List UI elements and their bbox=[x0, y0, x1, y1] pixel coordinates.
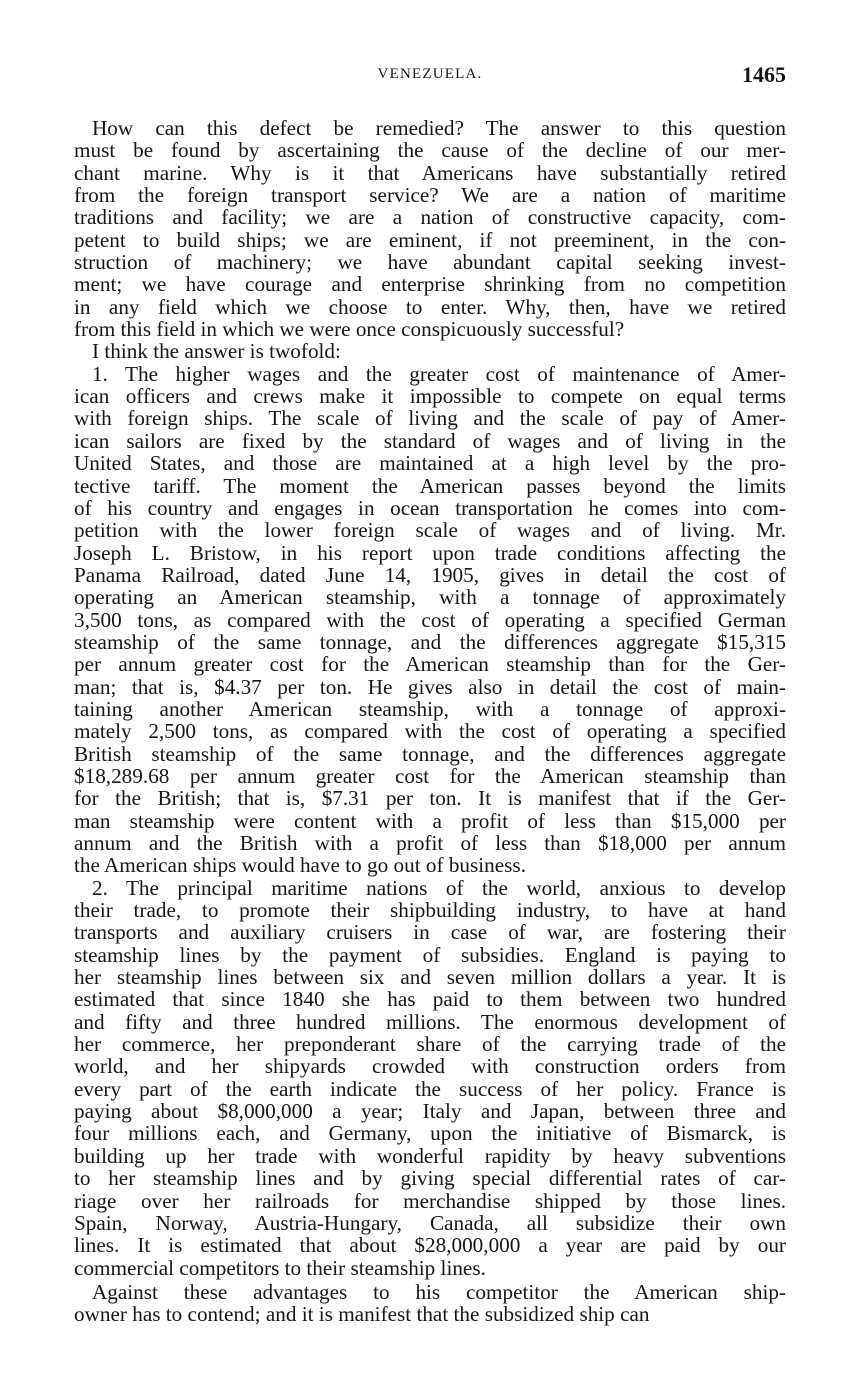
text-line: estimated that since 1840 she has paid to them between two hundred bbox=[74, 987, 786, 1012]
text-line: must be found by ascertaining the cause of the decline of our mer- bbox=[74, 138, 786, 163]
text-line: tective tariff. The moment the American passes beyond the limits bbox=[74, 473, 786, 498]
text-line: petition with the lower foreign scale of wages and of living. Mr. bbox=[74, 518, 786, 543]
text-line: to her steamship lines and by giving special differential rates of car- bbox=[74, 1166, 786, 1191]
text-line: owner has to contend; and it is manifest that the subsidized ship can bbox=[74, 1302, 650, 1327]
text-line: ment; we have courage and enterprise shrinking from no competition bbox=[74, 272, 786, 297]
text-line: operating an American steamship, with a tonnage of approximately bbox=[74, 585, 786, 610]
text-line: man steamship were content with a profit of less than $15,000 per bbox=[74, 808, 786, 833]
text-line: transports and auxiliary cruisers in case of war, are fostering their bbox=[74, 920, 786, 945]
text-line: chant marine. Why is it that Americans have substantially retired bbox=[74, 160, 786, 185]
text-line: 3,500 tons, as compared with the cost of operating a specified German bbox=[74, 607, 786, 632]
text-line: I think the answer is twofold: bbox=[92, 339, 341, 364]
text-line: from the foreign transport service? We are a nation of maritime bbox=[74, 183, 786, 208]
text-line: and fifty and three hundred millions. The enormous development of bbox=[74, 1009, 786, 1034]
running-title: VENEZUELA. bbox=[377, 66, 483, 82]
text-line: mately 2,500 tons, as compared with the cost of operating a specified bbox=[74, 719, 786, 744]
text-line: Against these advantages to his competitor the American ship- bbox=[92, 1279, 786, 1304]
text-line: petent to build ships; we are eminent, if not preeminent, in the con- bbox=[74, 227, 786, 252]
paragraph bbox=[74, 340, 786, 362]
text-line: from this field in which we were once conspicuously successful? bbox=[74, 317, 625, 342]
text-line: ican officers and crews make it impossible to compete on equal terms bbox=[74, 384, 786, 409]
text-line: commercial competitors to their steamship lines. bbox=[74, 1255, 486, 1280]
text-line: man; that is, $4.37 per ton. He gives also in detail the cost of main- bbox=[74, 674, 786, 699]
text-line: ican sailors are fixed by the standard of wages and of living in the bbox=[74, 428, 786, 453]
text-line: the American ships would have to go out of business. bbox=[74, 853, 526, 878]
text-line: riage over her railroads for merchandise shipped by those lines. bbox=[74, 1188, 786, 1213]
text-line: of his country and engages in ocean transportation he comes into com- bbox=[74, 495, 786, 520]
text-line: $18,289.68 per annum greater cost for the American steamship than bbox=[74, 763, 786, 788]
running-head bbox=[74, 62, 786, 96]
text-line: with foreign ships. The scale of living and the scale of pay of Amer- bbox=[74, 406, 786, 431]
text-line: United States, and those are maintained at a high level by the pro- bbox=[74, 451, 786, 476]
text-line: world, and her shipyards crowded with construction orders from bbox=[74, 1054, 786, 1079]
text-line: 1. The higher wages and the greater cost of maintenance of Amer- bbox=[92, 361, 786, 386]
text-line: traditions and facility; we are a nation of constructive capacity, com- bbox=[74, 205, 786, 230]
text-line: for the British; that is, $7.31 per ton. It is manifest that if the Ger- bbox=[74, 786, 786, 811]
text-line: Joseph L. Bristow, in his report upon trade conditions affecting the bbox=[74, 540, 786, 565]
text-line: steamship of the same tonnage, and the differences aggregate $15,315 bbox=[74, 629, 786, 654]
paragraph bbox=[74, 1281, 786, 1326]
text-line: How can this defect be remedied? The answer to this question bbox=[92, 116, 786, 140]
text-line: Spain, Norway, Austria-Hungary, Canada, all subsidize their own bbox=[74, 1210, 786, 1235]
text-line: taining another American steamship, with a tonnage of approxi- bbox=[74, 696, 786, 721]
text-line: paying about $8,000,000 a year; Italy and Japan, between three and bbox=[74, 1099, 786, 1124]
text-line: their trade, to promote their shipbuilding industry, to have at hand bbox=[74, 898, 786, 923]
text-line: every part of the earth indicate the success of her policy. France is bbox=[74, 1076, 786, 1101]
text-line: four millions each, and Germany, upon the initiative of Bismarck, is bbox=[74, 1121, 786, 1146]
text-line: in any field which we choose to enter. Why, then, have we retired bbox=[74, 294, 786, 319]
text-line: her steamship lines between six and seven million dollars a year. It is bbox=[74, 965, 786, 990]
text-line: lines. It is estimated that about $28,000,000 a year are paid by our bbox=[74, 1233, 786, 1258]
body-text bbox=[74, 117, 786, 1326]
document-page bbox=[74, 62, 786, 1326]
paragraph bbox=[74, 877, 786, 1279]
text-line: 2. The principal maritime nations of the world, anxious to develop bbox=[92, 875, 786, 900]
paragraph bbox=[74, 363, 786, 877]
text-line: British steamship of the same tonnage, and the differences aggregate bbox=[74, 741, 786, 766]
text-line: steamship lines by the payment of subsidies. England is paying to bbox=[74, 942, 786, 967]
text-line: her commerce, her preponderant share of the carrying trade of the bbox=[74, 1032, 786, 1057]
text-line: building up her trade with wonderful rapidity by heavy subventions bbox=[74, 1143, 786, 1168]
text-line: per annum greater cost for the American steamship than for the Ger- bbox=[74, 652, 786, 677]
text-line: Panama Railroad, dated June 14, 1905, gives in detail the cost of bbox=[74, 562, 786, 587]
text-line: struction of machinery; we have abundant capital seeking invest- bbox=[74, 250, 786, 275]
page-number: 1465 bbox=[742, 62, 786, 87]
text-line: annum and the British with a profit of less than $18,000 per annum bbox=[74, 831, 786, 855]
paragraph bbox=[74, 117, 786, 340]
